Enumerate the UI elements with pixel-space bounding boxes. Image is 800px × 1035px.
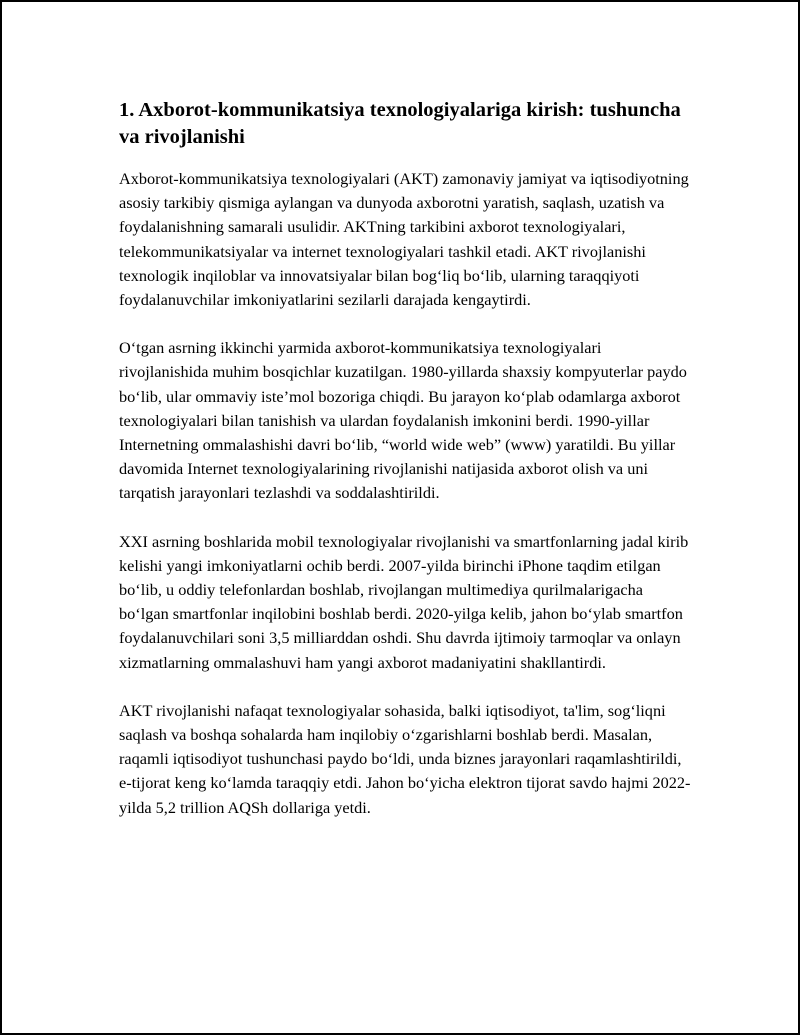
section-heading: 1. Axborot-kommunikatsiya texnologiyalariga kirish: tushuncha va rivojlanishi	[119, 99, 681, 148]
document-body	[119, 97, 694, 844]
paragraph-economy: AKT rivojlanishi nafaqat texnologiyalar sohasida, balki iqtisodiyot, ta'lim, sog‘liqni saqlash va boshqa sohalarda ham inqilobiy o‘zgarishlarni boshlab berdi. Masalan, raqamli iqtisodiyot tushunchasi paydo bo‘ldi, unda biznes jarayonlari raqamlashtirildi, e-tijorat keng ko‘lamda taraqqiy etdi. Jahon bo‘yicha elektron tijorat savdo hajmi 2022-yilda 5,2 trillion AQSh dollariga yetdi.	[119, 700, 691, 817]
paragraph-mobile: XXI asrning boshlarida mobil texnologiyalar rivojlanishi va smartfonlarning jadal kirib kelishi yangi imkoniyatlarni ochib berdi. 2007-yilda birinchi iPhone taqdim etilgan bo‘lib, u oddiy telefonlardan boshlab, rivojlangan multimediya qurilmalarigacha bo‘lgan smartfonlar inqilobini boshlab berdi. 2020-yilga kelib, jahon bo‘ylab smartfon foydalanuvchilari soni 3,5 milliarddan oshdi. Shu davrda ijtimoiy tarmoqlar va onlayn xizmatlarning ommalashuvi ham yangi axborot madaniyatini shakllantirdi.	[119, 531, 689, 672]
paragraph-history: O‘tgan asrning ikkinchi yarmida axborot-kommunikatsiya texnologiyalari rivojlanishida muhim bosqichlar kuzatilgan. 1980-yillarda shaxsiy kompyuterlar paydo bo‘lib, ular ommaviy iste’mol bozoriga chiqdi. Bu jarayon ko‘plab odamlarga axborot texnologiyalari bilan tanishish va ulardan foydalanish imkonini berdi. 1990-yillar Internetning ommalashishi davri bo‘lib, “world wide web” (www) yaratildi. Bu yillar davomida Internet texnologiyalarining rivojlanishi natijasida axborot olish va uni tarqatish jarayonlari tezlashdi va soddalashtirildi.	[119, 338, 687, 503]
paragraph-intro: Axborot-kommunikatsiya texnologiyalari (AKT) zamonaviy jamiyat va iqtisodiyotning asosiy tarkibiy qismiga aylangan va dunyoda axborotni yaratish, saqlash, uzatish va foydalanishning samarali usulidir. AKTning tarkibini axborot texnologiyalari, telekommunikatsiyalar va internet texnologiyalari tashkil etadi. AKT rivojlanishi texnologik inqiloblar va innovatsiyalar bilan bog‘liq bo‘lib, ularning taraqqiyoti foydalanuvchilar imkoniyatlarini sezilarli darajada kengaytirdi.	[119, 169, 689, 310]
